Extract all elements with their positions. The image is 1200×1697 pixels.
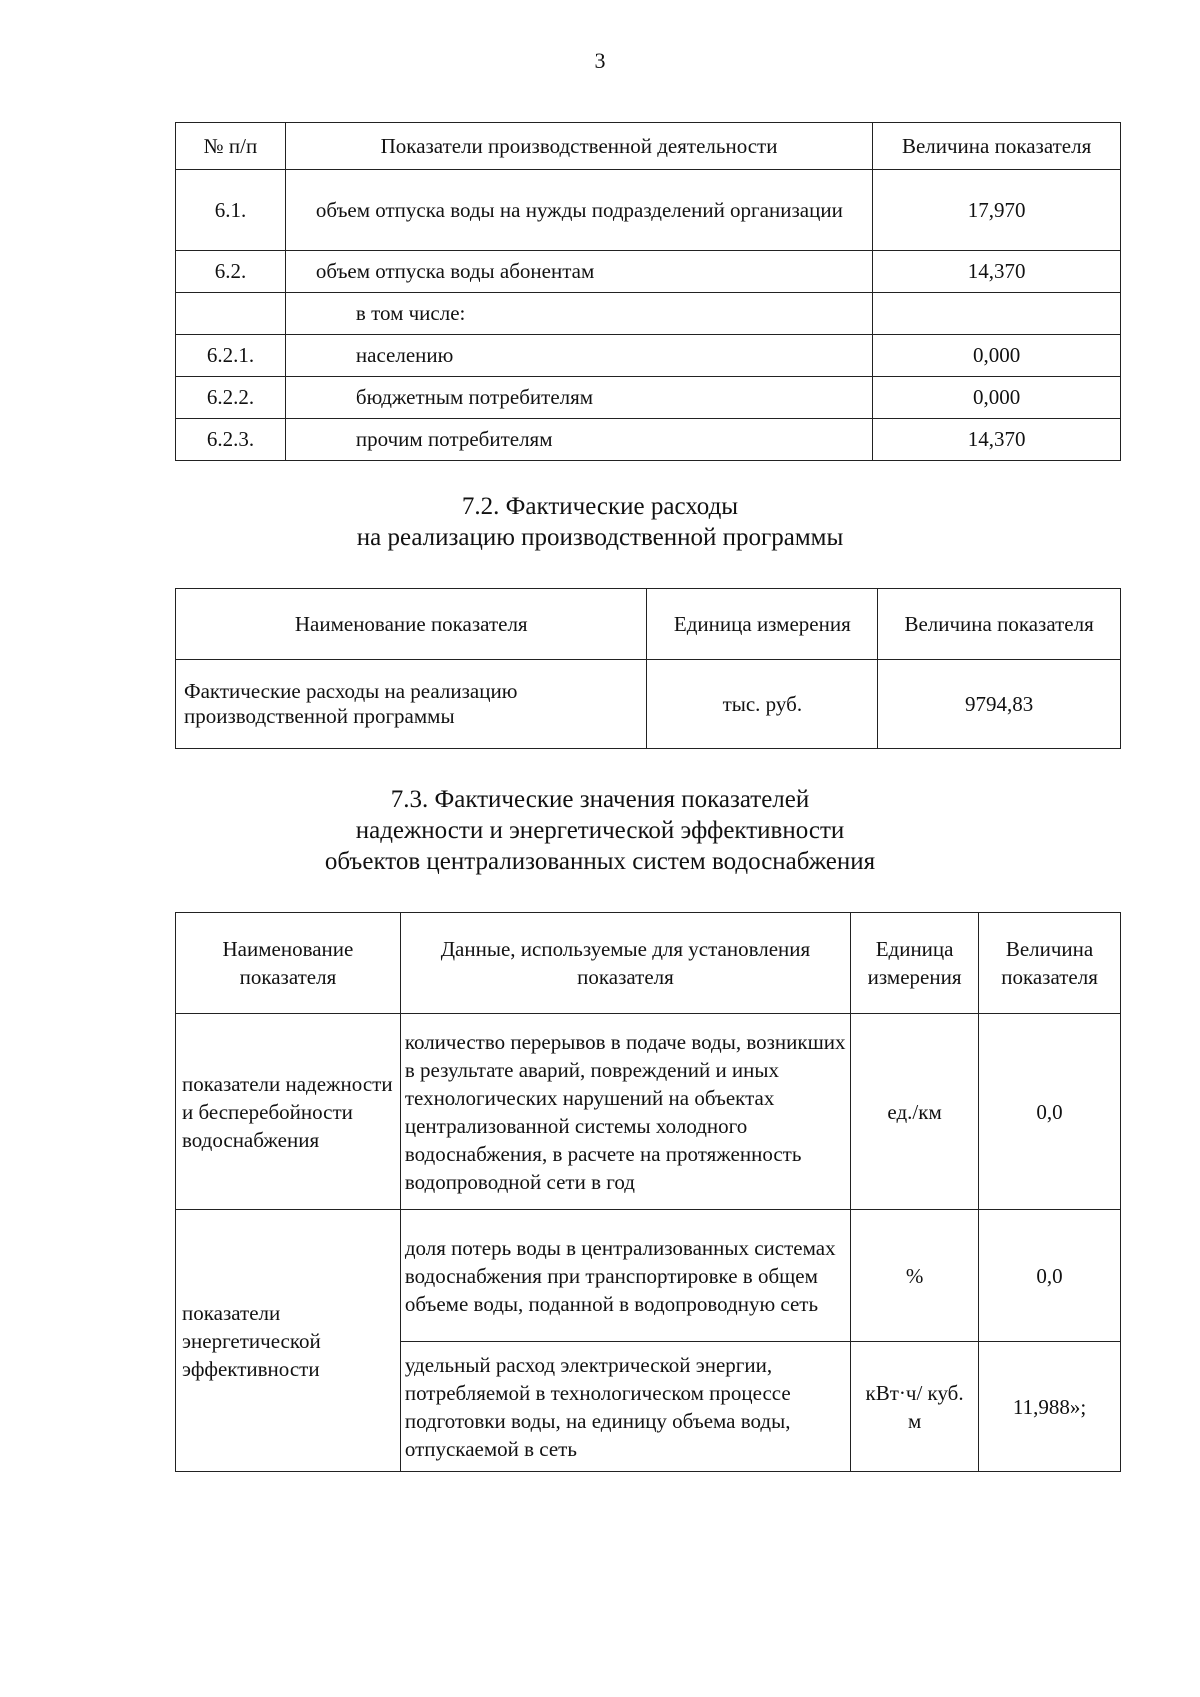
table-header-row: [176, 123, 1121, 170]
column-header-name: Наименование показателя: [176, 913, 401, 1014]
row-indicator: объем отпуска воды на нужды подразделений организации: [285, 170, 872, 251]
column-header-unit: Единица измерения: [647, 589, 878, 660]
row-number: 6.2.2.: [176, 377, 286, 419]
reliability-efficiency-table: [175, 912, 1121, 1472]
row-value: 0,000: [873, 377, 1121, 419]
table-row: [176, 660, 1121, 749]
actual-expenses-table: [175, 588, 1121, 749]
section-title-line: 7.3. Фактические значения показателей: [390, 786, 810, 813]
table-row: [176, 1210, 1121, 1342]
row-value: 11,988»;: [979, 1342, 1121, 1472]
row-value: 14,370: [873, 251, 1121, 293]
column-header-value: Величина показателя: [979, 913, 1121, 1014]
table-row: [176, 335, 1121, 377]
row-number: 6.2.3.: [176, 419, 286, 461]
column-header-number: № п/п: [176, 123, 286, 170]
row-unit: ед./км: [851, 1014, 979, 1210]
row-data: количество перерывов в подаче воды, возникших в результате аварий, повреждений и иных технологических нарушений на объектах централизованной системы холодного водоснабжения, в расчете на протяженность водопроводной сети в год: [400, 1014, 850, 1210]
table-row: [176, 251, 1121, 293]
row-value: 14,370: [873, 419, 1121, 461]
row-indicator: бюджетным потребителям: [285, 377, 872, 419]
row-value: 17,970: [873, 170, 1121, 251]
indicator-group-name: показатели надежности и бесперебойности водоснабжения: [176, 1014, 401, 1210]
table-row: [176, 377, 1121, 419]
row-data: удельный расход электрической энергии, потребляемой в технологическом процессе подготовки воды, на единицу объема воды, отпускаемой в сеть: [400, 1342, 850, 1472]
column-header-value: Величина показателя: [878, 589, 1121, 660]
table-header-row: [176, 913, 1121, 1014]
table-row: [176, 419, 1121, 461]
row-indicator: объем отпуска воды абонентам: [285, 251, 872, 293]
row-value: 9794,83: [878, 660, 1121, 749]
column-header-value: Величина показателя: [873, 123, 1121, 170]
table-row: [176, 170, 1121, 251]
row-indicator: населению: [285, 335, 872, 377]
section-title-line: надежности и энергетической эффективности: [355, 817, 845, 844]
indicator-group-name: показатели энергетической эффективности: [176, 1210, 401, 1472]
column-header-name: Наименование показателя: [176, 589, 647, 660]
row-number: 6.2.: [176, 251, 286, 293]
section-title-line: объектов централизованных систем водоснабжения: [324, 848, 876, 875]
section-7-2-title: [0, 491, 1200, 553]
row-unit: тыс. руб.: [647, 660, 878, 749]
production-activity-table: [175, 122, 1121, 461]
row-indicator: прочим потребителям: [285, 419, 872, 461]
section-title-line: на реализацию производственной программы: [356, 524, 844, 551]
row-name: Фактические расходы на реализацию производственной программы: [176, 660, 647, 749]
row-value: 0,0: [979, 1210, 1121, 1342]
row-value: 0,0: [979, 1014, 1121, 1210]
row-number: [176, 293, 286, 335]
table-header-row: [176, 589, 1121, 660]
row-unit: кВт·ч/ куб. м: [851, 1342, 979, 1472]
row-value: 0,000: [873, 335, 1121, 377]
row-number: 6.2.1.: [176, 335, 286, 377]
page-number: 3: [594, 48, 606, 73]
column-header-indicator: Показатели производственной деятельности: [285, 123, 872, 170]
section-title-line: 7.2. Фактические расходы: [461, 493, 739, 520]
table-row: [176, 1014, 1121, 1210]
section-7-3-title: [0, 784, 1200, 877]
table-row: [176, 293, 1121, 335]
row-indicator: в том числе:: [285, 293, 872, 335]
column-header-data: Данные, используемые для установления показателя: [400, 913, 850, 1014]
column-header-unit: Единица измерения: [851, 913, 979, 1014]
row-number: 6.1.: [176, 170, 286, 251]
row-unit: %: [851, 1210, 979, 1342]
row-data: доля потерь воды в централизованных системах водоснабжения при транспортировке в общем объеме воды, поданной в водопроводную сеть: [400, 1210, 850, 1342]
row-value: [873, 293, 1121, 335]
